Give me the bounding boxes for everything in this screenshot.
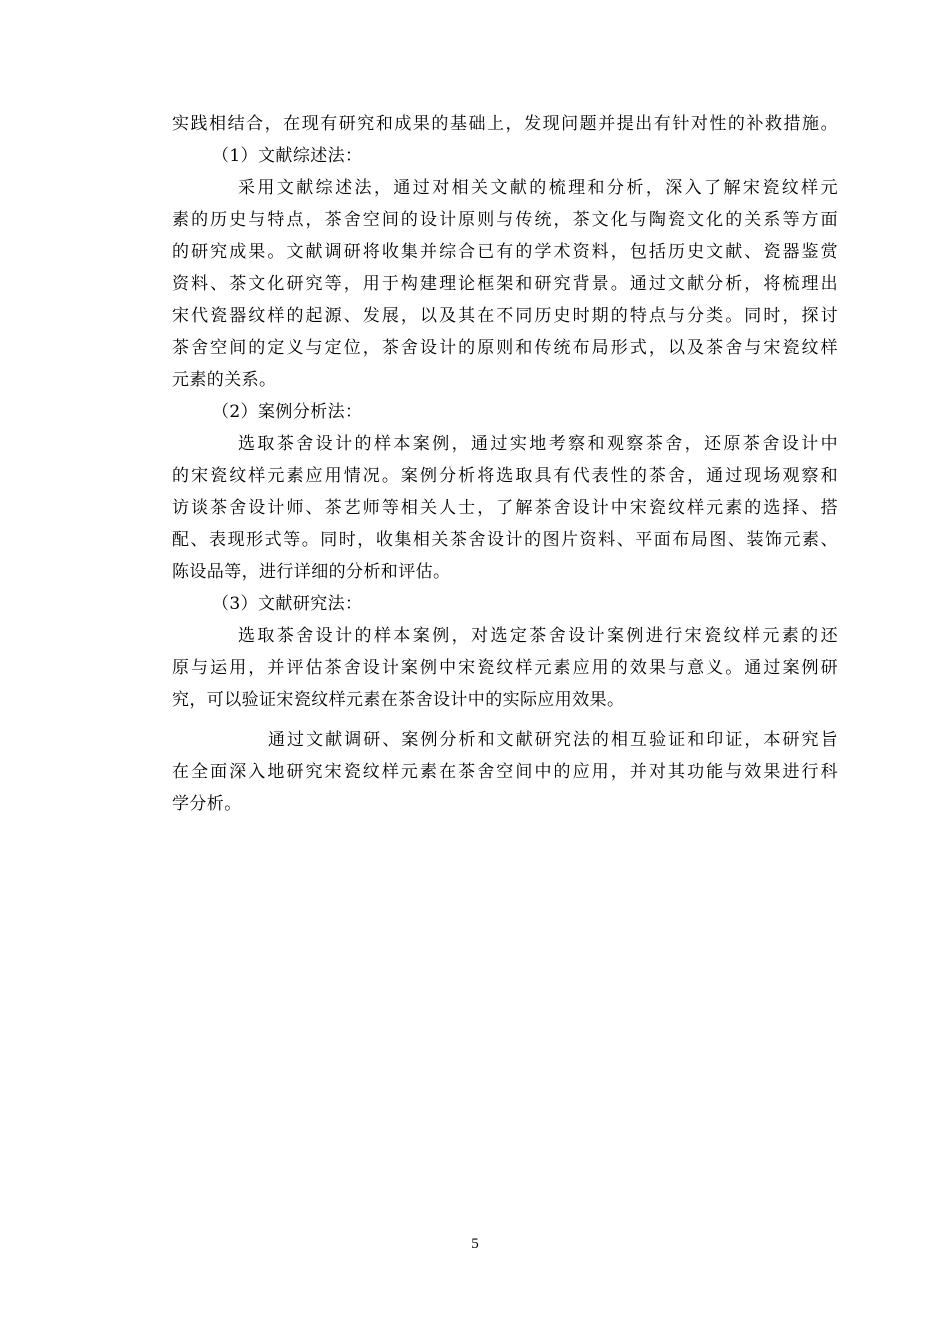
- paragraph-line: 素的历史与特点，茶舍空间的设计原则与传统，茶文化与陶瓷文化的关系等方面: [172, 210, 838, 230]
- paragraph-line: 资料、茶文化研究等，用于构建理论框架和研究背景。通过文献分析，将梳理出: [172, 274, 838, 294]
- paragraph-line: 原与运用，并评估茶舍设计案例中宋瓷纹样元素应用的效果与意义。通过案例研: [172, 658, 838, 678]
- paragraph-line: 选取茶舍设计的样本案例，通过实地考察和观察茶舍，还原茶舍设计中: [238, 434, 838, 454]
- section-heading-case-analysis: （2）案例分析法：: [212, 402, 363, 422]
- paragraph-line: 选取茶舍设计的样本案例，对选定茶舍设计案例进行宋瓷纹样元素的还: [238, 626, 838, 646]
- paragraph-gap: [172, 716, 838, 724]
- paragraph-line: 茶舍空间的定义与定位，茶舍设计的原则和传统布局形式，以及茶舍与宋瓷纹样: [172, 338, 838, 358]
- paragraph-line: 究，可以验证宋瓷纹样元素在茶舍设计中的实际应用效果。: [172, 690, 625, 710]
- section-heading-literature-review: （1）文献综述法：: [212, 146, 363, 166]
- intro-line: 实践相结合，在现有研究和成果的基础上，发现问题并提出有针对性的补救措施。: [172, 114, 838, 134]
- paragraph-line: 采用文献综述法，通过对相关文献的梳理和分析，深入了解宋瓷纹样元: [238, 178, 838, 198]
- conclusion-line: 在全面深入地研究宋瓷纹样元素在茶舍空间中的应用，并对其功能与效果进行科: [172, 762, 838, 782]
- paragraph-line: 元素的关系。: [172, 370, 277, 390]
- paragraph-line: 陈设品等，进行详细的分析和评估。: [172, 562, 451, 582]
- conclusion-line: 通过文献调研、案例分析和文献研究法的相互验证和印证，本研究旨: [268, 730, 838, 750]
- paragraph-line: 的宋瓷纹样元素应用情况。案例分析将选取具有代表性的茶舍，通过现场观察和: [172, 466, 838, 486]
- paragraph-line: 的研究成果。文献调研将收集并综合已有的学术资料，包括历史文献、瓷器鉴赏: [172, 242, 838, 262]
- document-body: [172, 108, 838, 820]
- paragraph-line: 配、表现形式等。同时，收集相关茶舍设计的图片资料、平面布局图、装饰元素、: [172, 530, 838, 550]
- conclusion-line: 学分析。: [172, 794, 242, 814]
- page-number: 5: [471, 1236, 479, 1252]
- section-heading-literature-research: （3）文献研究法：: [212, 594, 363, 614]
- paragraph-line: 宋代瓷器纹样的起源、发展，以及其在不同历史时期的特点与分类。同时，探讨: [172, 306, 838, 326]
- paragraph-line: 访谈茶舍设计师、茶艺师等相关人士，了解茶舍设计中宋瓷纹样元素的选择、搭: [172, 498, 838, 518]
